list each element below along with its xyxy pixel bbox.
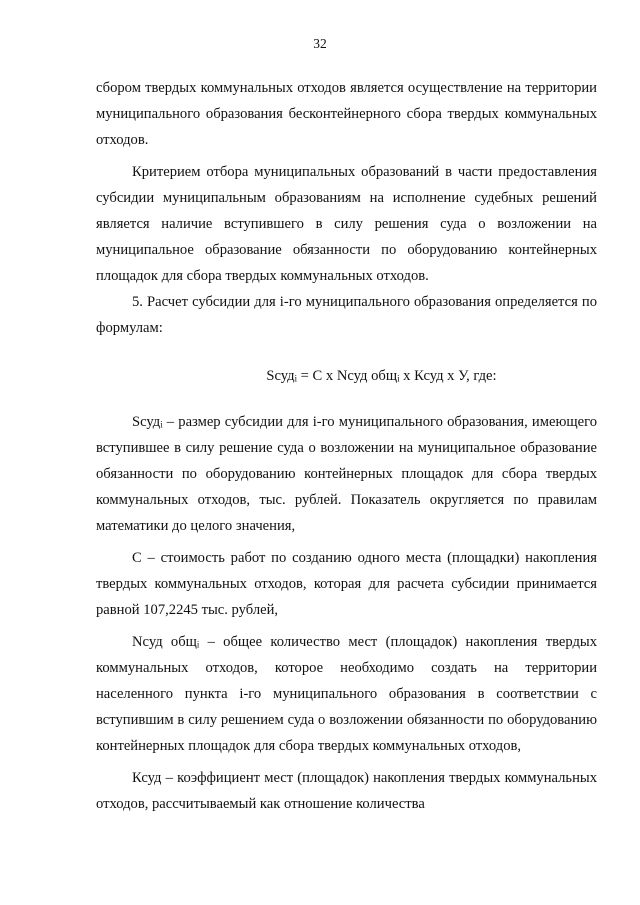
paragraph-continuation: сбором твердых коммунальных отходов является осуществление на территории муниципального образования бесконтейнерного сбора твердых коммунальных отходов.	[96, 80, 597, 148]
definition-s: Sсудᵢ – размер субсидии для i-го муниципального образования, имеющего вступившее в силу решение суда о возложении на муниципальное образование обязанности по оборудованию контейнерных площадок для сбора твердых коммунальных отходов, тыс. рублей. Показатель округляется по правилам математики до целого значения,	[96, 414, 597, 534]
document-body	[96, 75, 597, 817]
definition-k: Ксуд – коэффициент мест (площадок) накопления твердых коммунальных отходов, рассчитываемый как отношение количества	[96, 770, 597, 812]
paragraph-calculation-intro: 5. Расчет субсидии для i-го муниципального образования определяется по формулам:	[96, 294, 597, 336]
page-number: 32	[313, 36, 327, 51]
definition-n: Nсуд общᵢ – общее количество мест (площадок) накопления твердых коммунальных отходов, которое необходимо создать на территории населенного пункта i-го муниципального образования в соответствии с вступившим в силу решением суда о возложении обязанности по оборудованию контейнерных площадок для сбора твердых коммунальных отходов,	[96, 634, 597, 754]
paragraph-selection-criterion: Критерием отбора муниципальных образований в части предоставления субсидии муниципальным образованиям на исполнение судебных решений является наличие вступившего в силу решения суда о возложении на муниципальное образование обязанности по оборудованию контейнерных площадок для сбора твердых коммунальных отходов.	[96, 164, 597, 284]
definition-c: С – стоимость работ по созданию одного места (площадки) накопления твердых коммунальных отходов, которая для расчета субсидии принимается равной 107,2245 тыс. рублей,	[96, 550, 597, 618]
subsidy-formula: Sсудᵢ = С х Nсуд общᵢ х Ксуд х У, где:	[266, 368, 497, 384]
